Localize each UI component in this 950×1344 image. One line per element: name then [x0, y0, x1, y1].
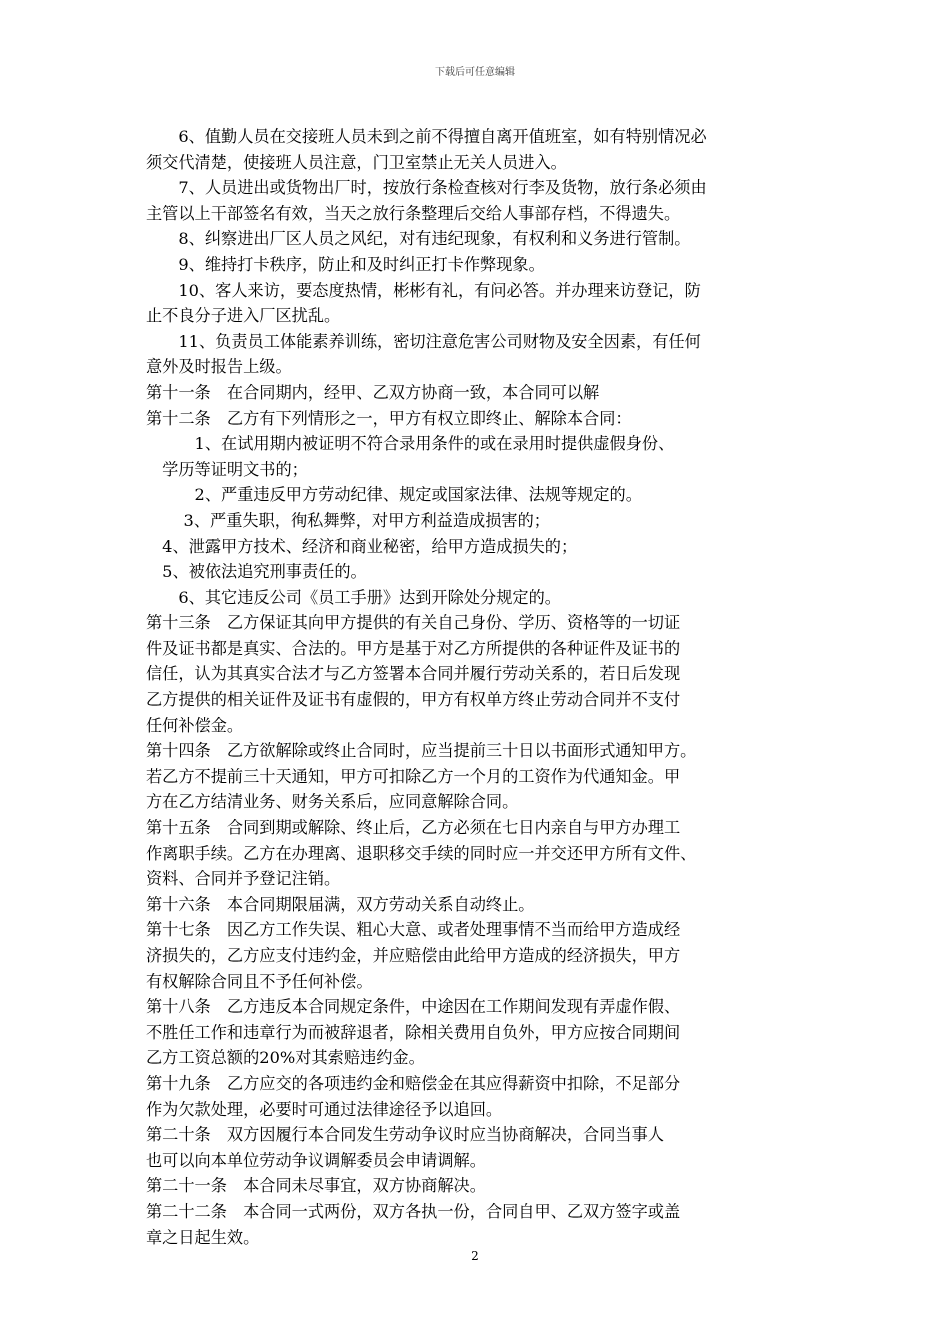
text-line: 4、泄露甲方技术、经济和商业秘密，给甲方造成损失的； — [146, 536, 578, 556]
text-line: 若乙方不提前三十天通知，甲方可扣除乙方一个月的工资作为代通知金。甲 — [146, 766, 681, 786]
text-line: 乙方提供的相关证件及证书有虚假的，甲方有权单方终止劳动合同并不支付 — [146, 690, 681, 710]
text-line: 5、被依法追究刑事责任的。 — [146, 562, 367, 582]
text-line: 7、人员进出或货物出厂时，按放行条检查核对行李及货物，放行条必须由 — [146, 178, 707, 198]
page-number: 2 — [471, 1249, 479, 1263]
text-line: 济损失的，乙方应支付违约金，并应赔偿由此给甲方造成的经济损失，甲方 — [146, 946, 681, 965]
text-line: 须交代清楚，使接班人员注意，门卫室禁止无关人员进入。 — [146, 152, 567, 172]
text-line: 第二十一条 本合同未尽事宜，双方协商解决。 — [146, 1176, 486, 1196]
text-line: 意外及时报告上级。 — [146, 357, 292, 377]
text-line: 9、维持打卡秩序，防止和及时纠正打卡作弊现象。 — [146, 254, 545, 274]
text-line: 第十二条 乙方有下列情形之一，甲方有权立即终止、解除本合同： — [146, 408, 632, 428]
page-header: 下载后可任意编辑 — [435, 67, 515, 78]
text-line: 章之日起生效。 — [146, 1227, 260, 1247]
text-line: 任何补偿金。 — [146, 715, 244, 735]
text-line: 第十七条 因乙方工作失误、粗心大意、或者处理事情不当而给甲方造成经 — [146, 920, 681, 940]
text-line: 资料、合同并予登记注销。 — [146, 869, 341, 889]
text-line: 作离职手续。乙方在办理离、退职移交手续的同时应一并交还甲方所有文件、 — [146, 843, 697, 863]
text-line: 11、负责员工体能素养训练，密切注意危害公司财物及安全因素，有任何 — [146, 331, 701, 351]
text-line: 第十九条 乙方应交的各项违约金和赔偿金在其应得薪资中扣除，不足部分 — [146, 1073, 681, 1093]
text-line: 第十八条 乙方违反本合同规定条件，中途因在工作期间发现有弄虚作假、 — [146, 997, 681, 1017]
text-line: 第十四条 乙方欲解除或终止合同时，应当提前三十日以书面形式通知甲方。 — [146, 741, 697, 761]
text-line: 第十五条 合同到期或解除、终止后，乙方必须在七日内亲自与甲方办理工 — [146, 818, 681, 838]
text-line: 1、在试用期内被证明不符合录用条件的或在录用时提供虚假身份、 — [146, 434, 675, 454]
text-line: 有权解除合同且不予任何补偿。 — [146, 971, 373, 991]
text-line: 方在乙方结清业务、财务关系后，应同意解除合同。 — [146, 792, 519, 812]
text-line: 8、纠察进出厂区人员之风纪，对有违纪现象，有权利和义务进行管制。 — [146, 229, 691, 249]
text-line: 不胜任工作和违章行为而被辞退者，除相关费用自负外，甲方应按合同期间 — [146, 1022, 681, 1042]
text-line: 10、客人来访，要态度热情，彬彬有礼，有问必答。并办理来访登记，防 — [146, 280, 701, 300]
text-line: 主管以上干部签名有效，当天之放行条整理后交给人事部存档，不得遗失。 — [146, 203, 681, 223]
text-line: 也可以向本单位劳动争议调解委员会申请调解。 — [146, 1150, 486, 1170]
text-line: 3、严重失职，徇私舞弊，对甲方利益造成损害的； — [146, 510, 550, 530]
text-line: 乙方工资总额的20%对其索赔违约金。 — [146, 1048, 425, 1068]
text-line: 信任，认为其真实合法才与乙方签署本合同并履行劳动关系的，若日后发现 — [146, 664, 681, 684]
text-line: 2、严重违反甲方劳动纪律、规定或国家法律、法规等规定的。 — [146, 485, 642, 505]
document-body — [146, 124, 814, 1250]
text-line: 6、值勤人员在交接班人员未到之前不得擅自离开值班室，如有特别情况必 — [146, 127, 707, 146]
text-line: 件及证书都是真实、合法的。甲方是基于对乙方所提供的各种证件及证书的 — [146, 638, 681, 658]
text-line: 6、其它违反公司《员工手册》达到开除处分规定的。 — [146, 587, 561, 607]
text-line: 第十三条 乙方保证其向甲方提供的有关自己身份、学历、资格等的一切证 — [146, 613, 681, 633]
text-line: 止不良分子进入厂区扰乱。 — [146, 306, 341, 326]
text-line: 第十一条 在合同期内，经甲、乙双方协商一致，本合同可以解 — [146, 382, 600, 402]
text-line: 学历等证明文书的； — [146, 459, 308, 479]
text-line: 第二十二条 本合同一式两份，双方各执一份，合同自甲、乙双方签字或盖 — [146, 1201, 681, 1221]
text-line: 作为欠款处理，必要时可通过法律途径予以追回。 — [146, 1099, 503, 1119]
text-line: 第二十条 双方因履行本合同发生劳动争议时应当协商解决，合同当事人 — [146, 1125, 664, 1145]
text-line: 第十六条 本合同期限届满，双方劳动关系自动终止。 — [146, 894, 535, 914]
